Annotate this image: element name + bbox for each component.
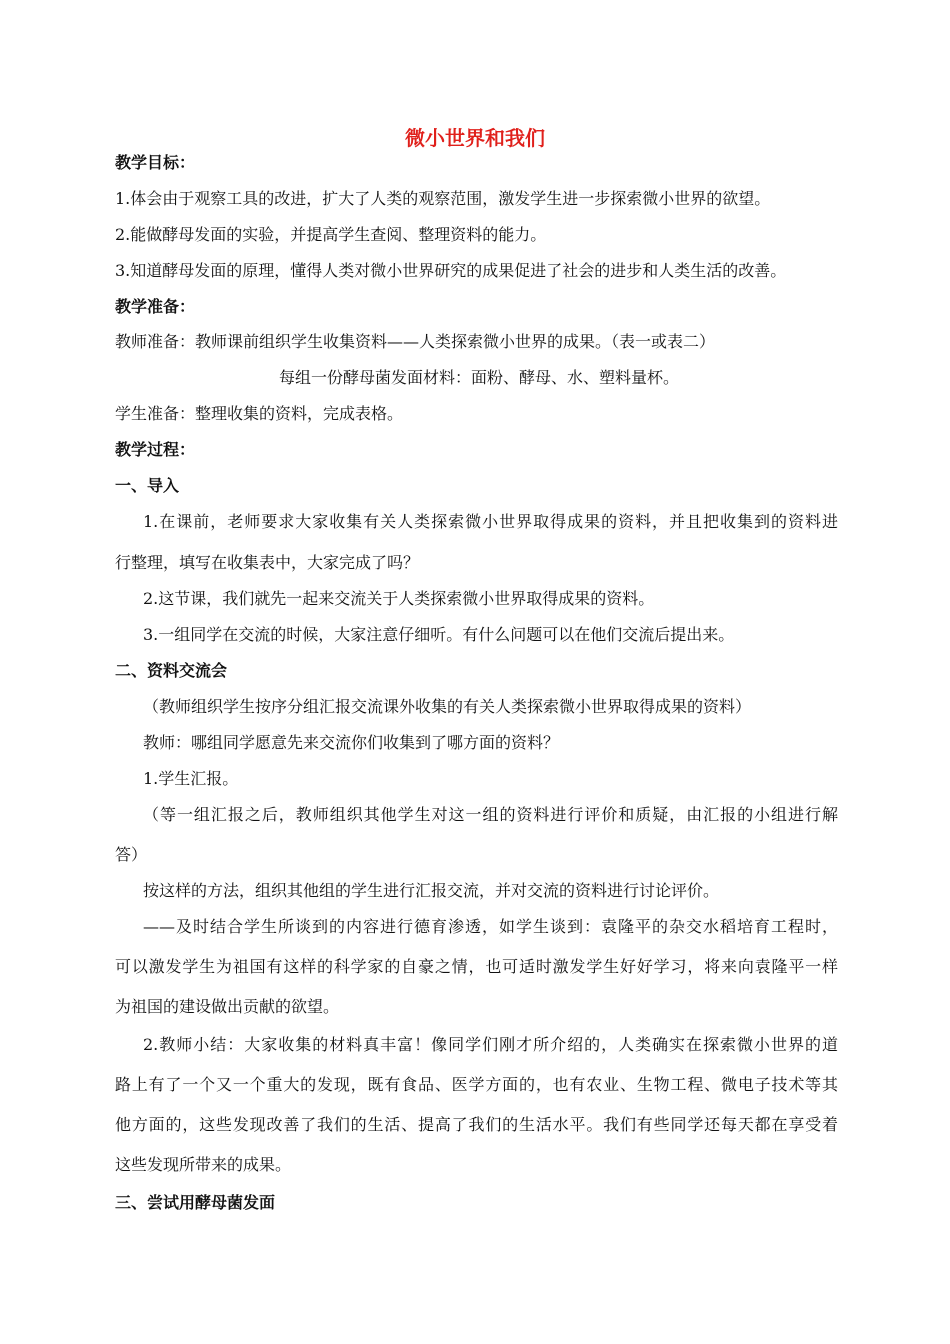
section-2-item-1: 1.学生汇报。 — [143, 769, 239, 788]
section-2-summary-line-2: 路上有了一个又一个重大的发现，既有食品、医学方面的，也有农业、生物工程、微电子技术等其 — [115, 1075, 838, 1094]
section-1-item-2: 2.这节课，我们就先一起来交流关于人类探索微小世界取得成果的资料。 — [143, 589, 655, 608]
section-1-item-1-line-2: 行整理，填写在收集表中，大家完成了吗？ — [115, 553, 420, 572]
heading-teaching-process: 教学过程： — [115, 440, 196, 459]
section-2-item-1-note-line-2: 答） — [115, 845, 148, 864]
goal-2: 2.能做酵母发面的实验，并提高学生查阅、整理资料的能力。 — [115, 225, 547, 244]
goal-3: 3.知道酵母发面的原理，懂得人类对微小世界研究的成果促进了社会的进步和人类生活的改善。 — [115, 261, 787, 280]
document-title: 微小世界和我们 — [405, 126, 545, 150]
section-2-summary-line-1: 2.教师小结：大家收集的材料真丰富！像同学们刚才所介绍的，人类确实在探索微小世界的道 — [143, 1035, 838, 1054]
heading-teaching-goals: 教学目标： — [115, 153, 196, 172]
section-2-method: 按这样的方法，组织其他组的学生进行汇报交流，并对交流的资料进行讨论评价。 — [143, 881, 720, 900]
section-1-item-3: 3.一组同学在交流的时候，大家注意仔细听。有什么问题可以在他们交流后提出来。 — [143, 625, 735, 644]
prep-students: 学生准备：整理收集的资料，完成表格。 — [115, 404, 404, 423]
section-2-ethics-line-3: 为祖国的建设做出贡献的欲望。 — [115, 997, 340, 1016]
section-2-summary-line-3: 他方面的，这些发现改善了我们的生活、提高了我们的生活水平。我们有些同学还每天都在享受着 — [115, 1115, 838, 1134]
section-2-note: （教师组织学生按序分组汇报交流课外收集的有关人类探索微小世界取得成果的资料） — [143, 697, 752, 716]
prep-materials: 每组一份酵母菌发面材料：面粉、酵母、水、塑料量杯。 — [279, 368, 680, 387]
section-2-ethics-line-1: ——及时结合学生所谈到的内容进行德育渗透，如学生谈到：袁隆平的杂交水稻培育工程时， — [143, 917, 838, 936]
heading-teaching-prep: 教学准备： — [115, 297, 196, 316]
goal-1: 1.体会由于观察工具的改进，扩大了人类的观察范围，激发学生进一步探索微小世界的欲望。 — [115, 189, 771, 208]
section-2-teacher-question: 教师：哪组同学愿意先来交流你们收集到了哪方面的资料？ — [143, 733, 560, 752]
section-3-heading: 三、尝试用酵母菌发面 — [115, 1193, 276, 1212]
section-1-item-1-line-1: 1.在课前，老师要求大家收集有关人类探索微小世界取得成果的资料，并且把收集到的资料进 — [143, 512, 838, 531]
section-2-ethics-line-2: 可以激发学生为祖国有这样的科学家的自豪之情，也可适时激发学生好好学习，将来向袁隆平一样 — [115, 957, 838, 976]
section-2-item-1-note-line-1: （等一组汇报之后，教师组织其他学生对这一组的资料进行评价和质疑，由汇报的小组进行解 — [143, 805, 838, 824]
section-1-heading: 一、导入 — [115, 476, 180, 495]
section-2-heading: 二、资料交流会 — [115, 661, 228, 680]
section-2-summary-line-4: 这些发现所带来的成果。 — [115, 1155, 292, 1174]
prep-teacher: 教师准备：教师课前组织学生收集资料——人类探索微小世界的成果。（表一或表二） — [115, 332, 716, 351]
